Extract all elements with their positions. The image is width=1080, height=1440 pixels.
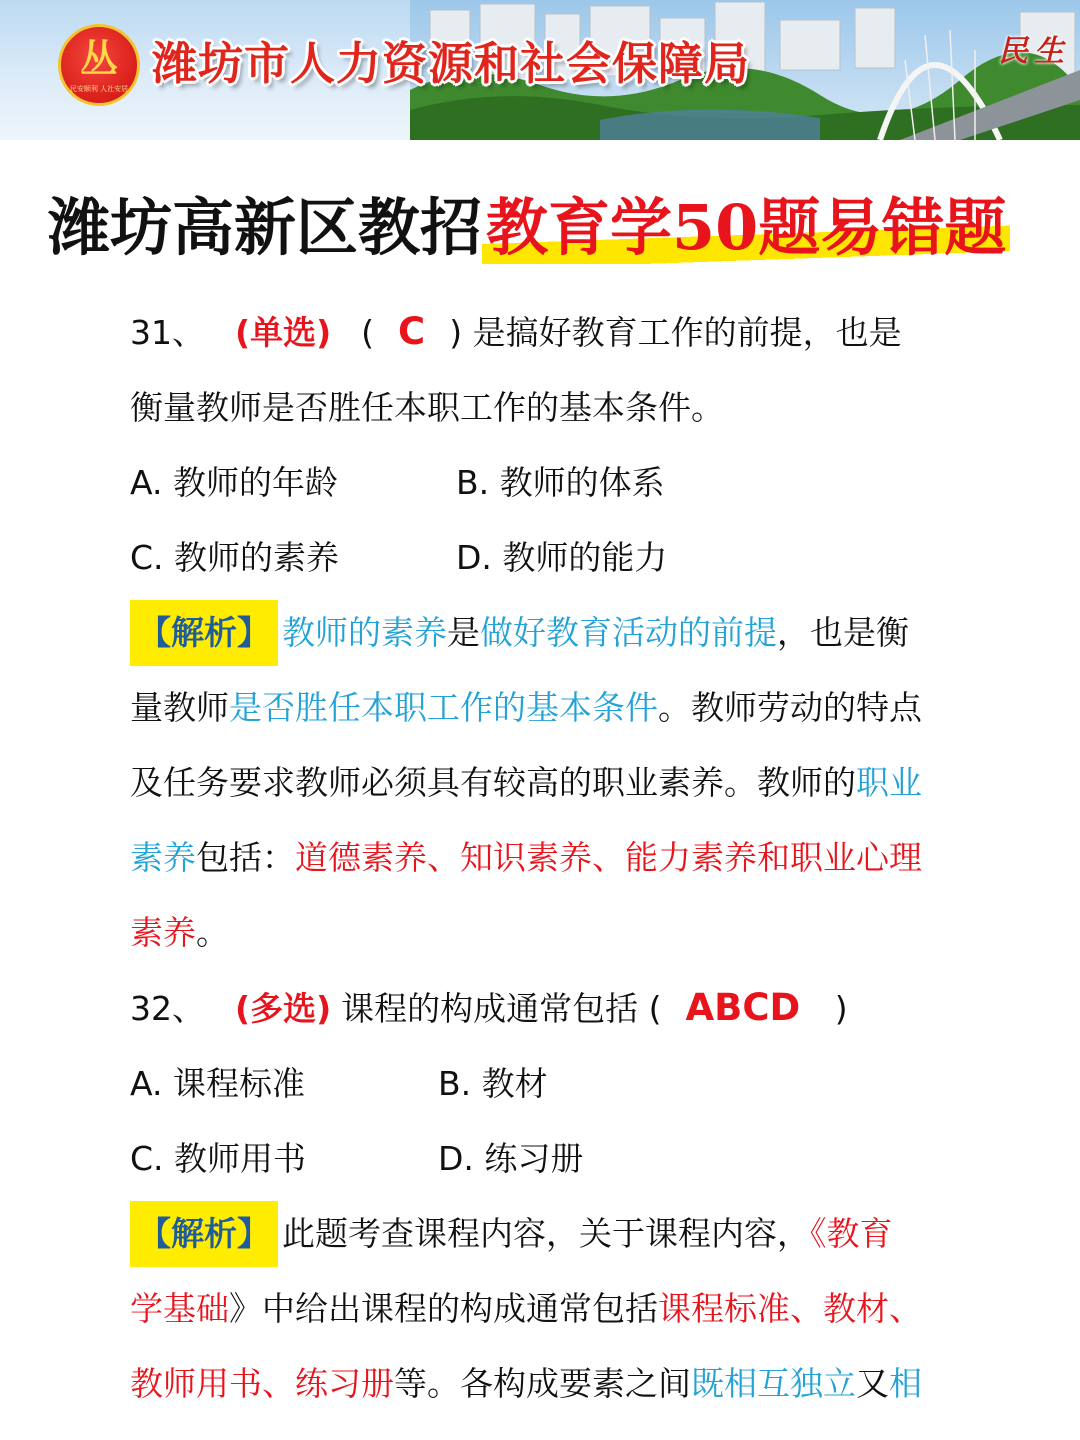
q31-analysis-line-5 bbox=[130, 895, 990, 970]
q31-options-row-2 bbox=[130, 520, 990, 595]
q32-analysis-text: 又 bbox=[856, 1364, 889, 1403]
q31-option-c: C. 教师的素养 bbox=[130, 538, 340, 577]
q32-number: 32、 bbox=[130, 989, 205, 1028]
q32-analysis-text: 》中给出课程的构成通常包括 bbox=[229, 1289, 658, 1328]
q32-option-d: D. 练习册 bbox=[438, 1139, 584, 1178]
title-part-2: 教育学50题易错题 bbox=[482, 191, 1010, 264]
q31-type-tag: (单选) bbox=[235, 313, 332, 352]
q32-analysis-line-3 bbox=[130, 1346, 990, 1421]
q31-stem-line-1 bbox=[130, 294, 990, 370]
q32-analysis-text: 教师用书、练习册 bbox=[130, 1364, 394, 1403]
q31-analysis-text: 做好教育活动的前提 bbox=[480, 613, 777, 652]
corner-text: 民生 bbox=[998, 34, 1070, 69]
q31-option-d: D. 教师的能力 bbox=[456, 538, 668, 577]
q32-option-c: C. 教师用书 bbox=[130, 1139, 307, 1178]
logo-motto: 民安顺利 人社安居 bbox=[69, 85, 129, 93]
q31-option-a: A. 教师的年龄 bbox=[130, 463, 338, 502]
q31-stem-line-2: 衡量教师是否胜任本职工作的基本条件。 bbox=[130, 388, 724, 427]
q31-analysis-text: 职业 bbox=[856, 763, 922, 802]
q32-analysis-line-2 bbox=[130, 1271, 990, 1346]
q31-number: 31、 bbox=[130, 313, 205, 352]
q32-option-b: B. 教材 bbox=[438, 1064, 548, 1103]
bureau-logo: 丛 民安顺利 人社安居 bbox=[58, 24, 140, 106]
q31-analysis-text: 是 bbox=[447, 613, 480, 652]
q32-analysis-text: 课程标准、教材、 bbox=[658, 1289, 922, 1328]
title-part-1: 潍坊高新区教招 bbox=[48, 191, 483, 264]
q31-analysis-text: 及任务要求教师必须具有较高的职业素养。教师的 bbox=[130, 763, 856, 802]
q32-analysis-text: 相 bbox=[889, 1364, 922, 1403]
q31-analysis-text: 包括： bbox=[196, 838, 295, 877]
q31-stem-text: 是搞好教育工作的前提，也是 bbox=[472, 313, 902, 352]
q32-paren-open: ( bbox=[648, 989, 662, 1028]
q31-analysis-text: 素养 bbox=[130, 838, 196, 877]
q32-analysis-text: 《教育 bbox=[810, 1214, 893, 1253]
q31-analysis-text: 量教师 bbox=[130, 688, 229, 727]
q32-analysis-text: 学基础 bbox=[130, 1289, 229, 1328]
q31-analysis-line-2 bbox=[130, 670, 990, 745]
q32-type-tag: (多选) bbox=[235, 989, 332, 1028]
q32-options-row-1 bbox=[130, 1046, 990, 1121]
q32-paren-close: ) bbox=[834, 989, 848, 1028]
org-name: 潍坊市人力资源和社会保障局 bbox=[152, 37, 751, 90]
q31-analysis-text: 教师的素养 bbox=[282, 613, 447, 652]
q32-analysis-text: 等。各构成要素之间 bbox=[394, 1364, 691, 1403]
q31-options-row-1 bbox=[130, 445, 990, 520]
header-banner bbox=[0, 0, 1080, 140]
q31-analysis-line-4 bbox=[130, 820, 990, 895]
q31-analysis-line-3 bbox=[130, 745, 990, 820]
q31-analysis-text: 。教师劳动的特点 bbox=[658, 688, 922, 727]
q32-answer: ABCD bbox=[685, 986, 801, 1029]
page-title bbox=[48, 184, 1010, 272]
q31-paren-open: ( bbox=[361, 313, 375, 352]
q32-analysis-text: 此题考查课程内容，关于课程内容， bbox=[282, 1214, 810, 1253]
question-content bbox=[130, 294, 990, 1421]
q32-stem-line bbox=[130, 970, 990, 1046]
q31-analysis-label: 【解析】 bbox=[130, 600, 278, 666]
q31-analysis-text: 是否胜任本职工作的基本条件 bbox=[229, 688, 658, 727]
q31-option-b: B. 教师的体系 bbox=[456, 463, 665, 502]
q32-analysis-label: 【解析】 bbox=[130, 1201, 278, 1267]
q31-analysis-text: 。 bbox=[196, 913, 229, 952]
q32-analysis-line-1 bbox=[130, 1196, 990, 1271]
q32-stem-text: 课程的构成通常包括 bbox=[341, 989, 639, 1028]
q32-analysis-text: 既相互独立 bbox=[691, 1364, 856, 1403]
q32-options-row-2 bbox=[130, 1121, 990, 1196]
q31-analysis-text: 素养 bbox=[130, 913, 196, 952]
q31-analysis-text: ，也是衡 bbox=[777, 613, 909, 652]
q31-analysis-text: 道德素养、知识素养、能力素养和职业心理 bbox=[295, 838, 922, 877]
q31-analysis-line-1 bbox=[130, 595, 990, 670]
q32-option-a: A. 课程标准 bbox=[130, 1064, 305, 1103]
q31-answer: C bbox=[398, 310, 426, 353]
q31-paren-close: ) bbox=[449, 313, 463, 352]
